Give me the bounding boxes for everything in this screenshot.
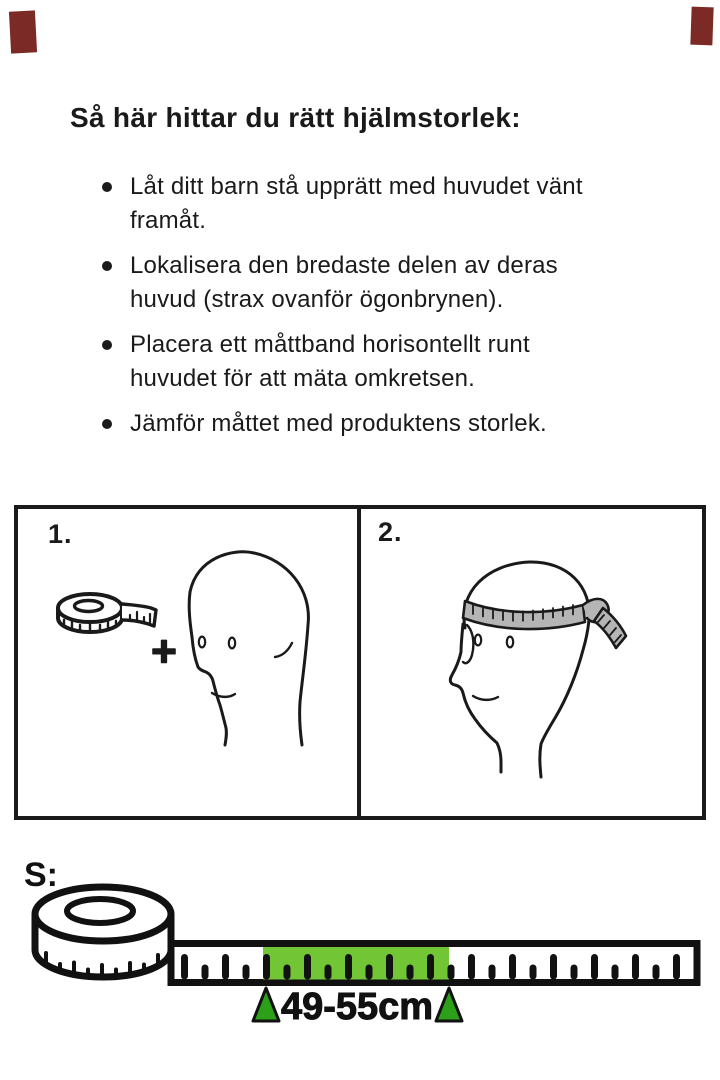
size-s-label: S:	[24, 856, 58, 894]
page-title: Så här hittar du rätt hjälmstorlek:	[70, 102, 521, 133]
eye-icon	[475, 635, 481, 646]
corner-mark-left	[7, 8, 41, 58]
range-marker-triangle-right	[436, 988, 462, 1021]
tape-band	[171, 944, 697, 983]
eye-icon	[199, 637, 205, 648]
measuring-tape-icon	[58, 594, 156, 632]
plus-sign: +	[151, 627, 177, 676]
tape-plus-head-illustration	[18, 509, 357, 816]
eye-icon	[229, 638, 235, 649]
step-2-label: 2.	[378, 517, 403, 547]
instruction-item: Lokalisera den bredaste delen av deras huvud (strax ovanför ögonbrynen).	[96, 249, 616, 317]
instruction-item: Låt ditt barn stå upprätt med huvudet vänt framåt.	[96, 170, 616, 238]
size-range-label: 49-55cm	[280, 986, 434, 1028]
corner-mark-right	[687, 5, 719, 51]
ear-icon	[463, 625, 473, 663]
tape-measure-illustration	[0, 840, 720, 1080]
range-marker-triangle-left	[253, 988, 279, 1021]
instruction-list	[96, 170, 616, 452]
measurement-diagram	[14, 505, 706, 820]
eye-icon	[507, 637, 513, 648]
head-profile-illustration	[189, 552, 308, 745]
step-1-label: 1.	[48, 519, 73, 549]
tape-band-icon	[463, 599, 626, 648]
head-with-tape-illustration	[361, 509, 702, 816]
tape-roll-icon	[35, 887, 171, 977]
instruction-item: Placera ett måttband horisontellt runt huvudet för att mäta omkretsen.	[96, 328, 616, 396]
instruction-item: Jämför måttet med produktens storlek.	[96, 407, 616, 441]
